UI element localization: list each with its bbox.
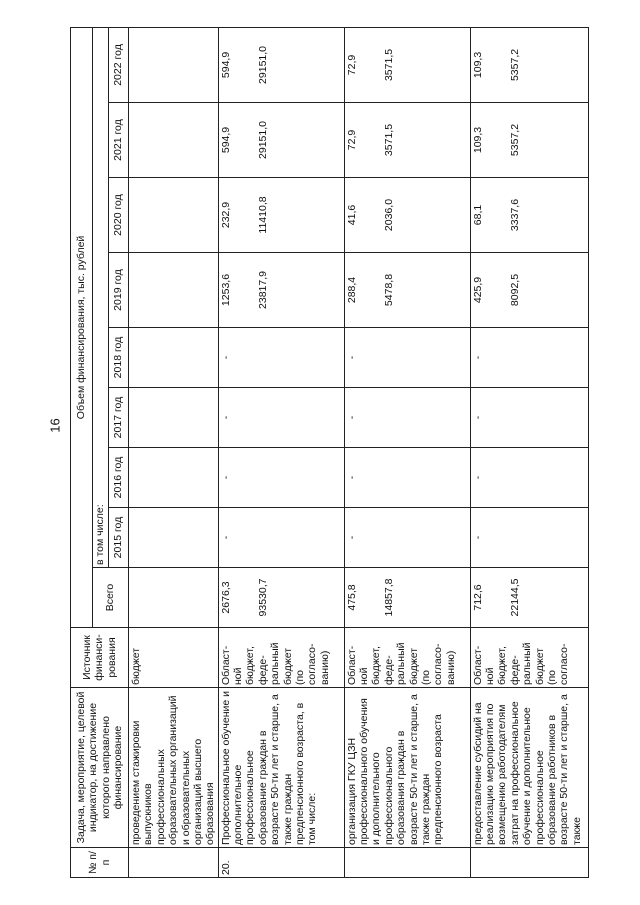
row-year-value bbox=[129, 253, 219, 328]
row-num: 20. bbox=[218, 848, 344, 878]
row-year-value bbox=[129, 27, 219, 102]
row-year-value: 109,3 5357,2 bbox=[470, 27, 588, 102]
header-year: 2016 год bbox=[109, 448, 129, 508]
table-row bbox=[129, 27, 219, 877]
row-year-value: - bbox=[470, 388, 588, 448]
table-row bbox=[218, 27, 344, 877]
row-year-value: - bbox=[470, 448, 588, 508]
table-row bbox=[344, 27, 470, 877]
row-year-value bbox=[129, 508, 219, 568]
row-year-value: 41,6 2036,0 bbox=[344, 178, 470, 253]
header-num: № п/п bbox=[71, 848, 129, 878]
row-total bbox=[129, 568, 219, 628]
row-year-value: - bbox=[344, 508, 470, 568]
row-task: предоставление субсидий на реализацию мероприятия по возмещению работодателям затрат на профессиональное обучение и дополнительное профессиональное образование работников в возрасте 50-ти лет и старше, а также bbox=[470, 688, 588, 848]
row-year-value bbox=[129, 388, 219, 448]
row-num bbox=[344, 848, 470, 878]
row-year-value: 288,4 5478,8 bbox=[344, 253, 470, 328]
header-total: Всего bbox=[93, 568, 129, 628]
header-year: 2021 год bbox=[109, 103, 129, 178]
row-year-value bbox=[129, 178, 219, 253]
row-year-value: - bbox=[218, 388, 344, 448]
row-task: Профессиональное обучение и дополнительное профессиональное образование граждан в возрасте 50-ти лет и старше, а также граждан предпенсионного возраста, в том числе: bbox=[218, 688, 344, 848]
row-year-value: 1253,6 23817,9 bbox=[218, 253, 344, 328]
row-year-value: 232,9 11410,8 bbox=[218, 178, 344, 253]
row-total: 475,8 14857,8 bbox=[344, 568, 470, 628]
row-total: 2676,3 93530,7 bbox=[218, 568, 344, 628]
row-num bbox=[129, 848, 219, 878]
header-year: 2017 год bbox=[109, 388, 129, 448]
row-year-value: 594,9 29151,0 bbox=[218, 27, 344, 102]
row-source: Област- ной бюджет, феде- ральный бюджет (по согласо- bbox=[470, 628, 588, 688]
header-year: 2015 год bbox=[109, 508, 129, 568]
header-year: 2020 год bbox=[109, 178, 129, 253]
row-year-value: - bbox=[344, 328, 470, 388]
header-year: 2018 год bbox=[109, 328, 129, 388]
header-source: Источник финанси-рования bbox=[71, 628, 129, 688]
row-year-value: 72,9 3571,5 bbox=[344, 103, 470, 178]
row-num bbox=[470, 848, 588, 878]
row-year-value: 109,3 5357,2 bbox=[470, 103, 588, 178]
header-year: 2019 год bbox=[109, 253, 129, 328]
header-volume: Объем финансирования, тыс. рублей bbox=[71, 27, 93, 627]
row-year-value: 425,9 8092,5 bbox=[470, 253, 588, 328]
row-year-value bbox=[129, 103, 219, 178]
row-year-value: - bbox=[218, 328, 344, 388]
row-source: Област- ной бюджет, феде- ральный бюджет (по согласо- ванию) bbox=[344, 628, 470, 688]
page-number: 16 bbox=[47, 418, 63, 433]
row-year-value: - bbox=[344, 388, 470, 448]
header-year: 2022 год bbox=[109, 27, 129, 102]
row-year-value: - bbox=[470, 328, 588, 388]
row-year-value: 68,1 3337,6 bbox=[470, 178, 588, 253]
header-incl: в том числе: bbox=[93, 27, 109, 567]
header-task: Задача, мероприятие, целевой индикатор, на достижение которого направлено финансирование bbox=[71, 688, 129, 848]
row-year-value: - bbox=[218, 508, 344, 568]
row-year-value: 594,9 29151,0 bbox=[218, 103, 344, 178]
row-year-value: 72,9 3571,5 bbox=[344, 27, 470, 102]
row-task: проведением стажировки выпускников профессиональных образовательных организаций и образовательных организаций высшего образования bbox=[129, 688, 219, 848]
row-source: бюджет bbox=[129, 628, 219, 688]
table-row bbox=[470, 27, 588, 877]
financing-table bbox=[70, 27, 589, 878]
row-year-value: - bbox=[344, 448, 470, 508]
row-task: организация ГКУ ЦЗН профессионального обучения и дополнительного профессионального образования граждан в возрасте 50-ти лет и старше, а также граждан предпенсионного возраста bbox=[344, 688, 470, 848]
row-year-value: - bbox=[470, 508, 588, 568]
row-year-value: - bbox=[218, 448, 344, 508]
row-total: 712,6 22144,5 bbox=[470, 568, 588, 628]
rotated-table-area bbox=[70, 28, 586, 878]
row-year-value bbox=[129, 328, 219, 388]
row-source: Област- ной бюджет, феде- ральный бюджет (по согласо- ванию) bbox=[218, 628, 344, 688]
row-year-value bbox=[129, 448, 219, 508]
